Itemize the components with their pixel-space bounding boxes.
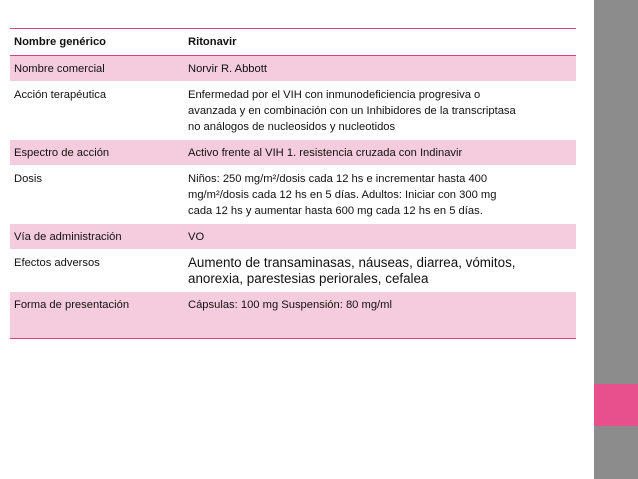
row-label: Vía de administración [14,231,122,243]
table-row [10,56,576,82]
value-line: no análogos de nucleosidos y nucleotidos [188,121,396,133]
value-line: Aumento de transaminasas, náuseas, diarrea, vómitos, [188,255,516,270]
row-value: Activo frente al VIH 1. resistencia cruzada con Indinavir [188,147,463,159]
row-value: Cápsulas: 100 mg Suspensión: 80 mg/ml [188,299,392,311]
table-row [10,140,576,166]
value-line: mg/m²/dosis cada 12 hs en 5 días. Adultos: Iniciar con 300 mg [188,189,497,201]
row-value: VO [188,231,205,243]
row-value: Norvir R. Abbott [188,63,267,75]
value-line: avanzada y en combinación con un Inhibidores de la transcriptasa [188,105,516,117]
table-row [10,82,576,140]
table-header-row [10,29,576,56]
value-line: Niños: 250 mg/m²/dosis cada 12 hs e incrementar hasta 400 [188,173,488,185]
value-line: Enfermedad por el VIH con inmunodeficiencia progresiva o [188,89,481,101]
table-row [10,292,576,339]
table-row [10,250,576,292]
row-label: Forma de presentación [14,299,130,311]
row-label: Efectos adversos [14,257,100,269]
sidebar-accent [594,384,638,426]
table-row [10,166,576,224]
header-label: Nombre genérico [14,36,107,48]
row-label: Dosis [14,173,42,185]
row-value [184,250,576,292]
table-row [10,224,576,250]
row-label: Nombre comercial [14,63,105,75]
value-line: anorexia, parestesias periorales, cefalea [188,271,429,286]
value-line: cada 12 hs y aumentar hasta 600 mg cada 12 hs en 5 días. [188,205,483,217]
row-label: Espectro de acción [14,147,110,159]
row-value [184,166,576,224]
header-value: Ritonavir [188,36,237,48]
row-label: Acción terapéutica [14,89,107,101]
drug-info-table [10,28,576,339]
row-value [184,82,576,140]
